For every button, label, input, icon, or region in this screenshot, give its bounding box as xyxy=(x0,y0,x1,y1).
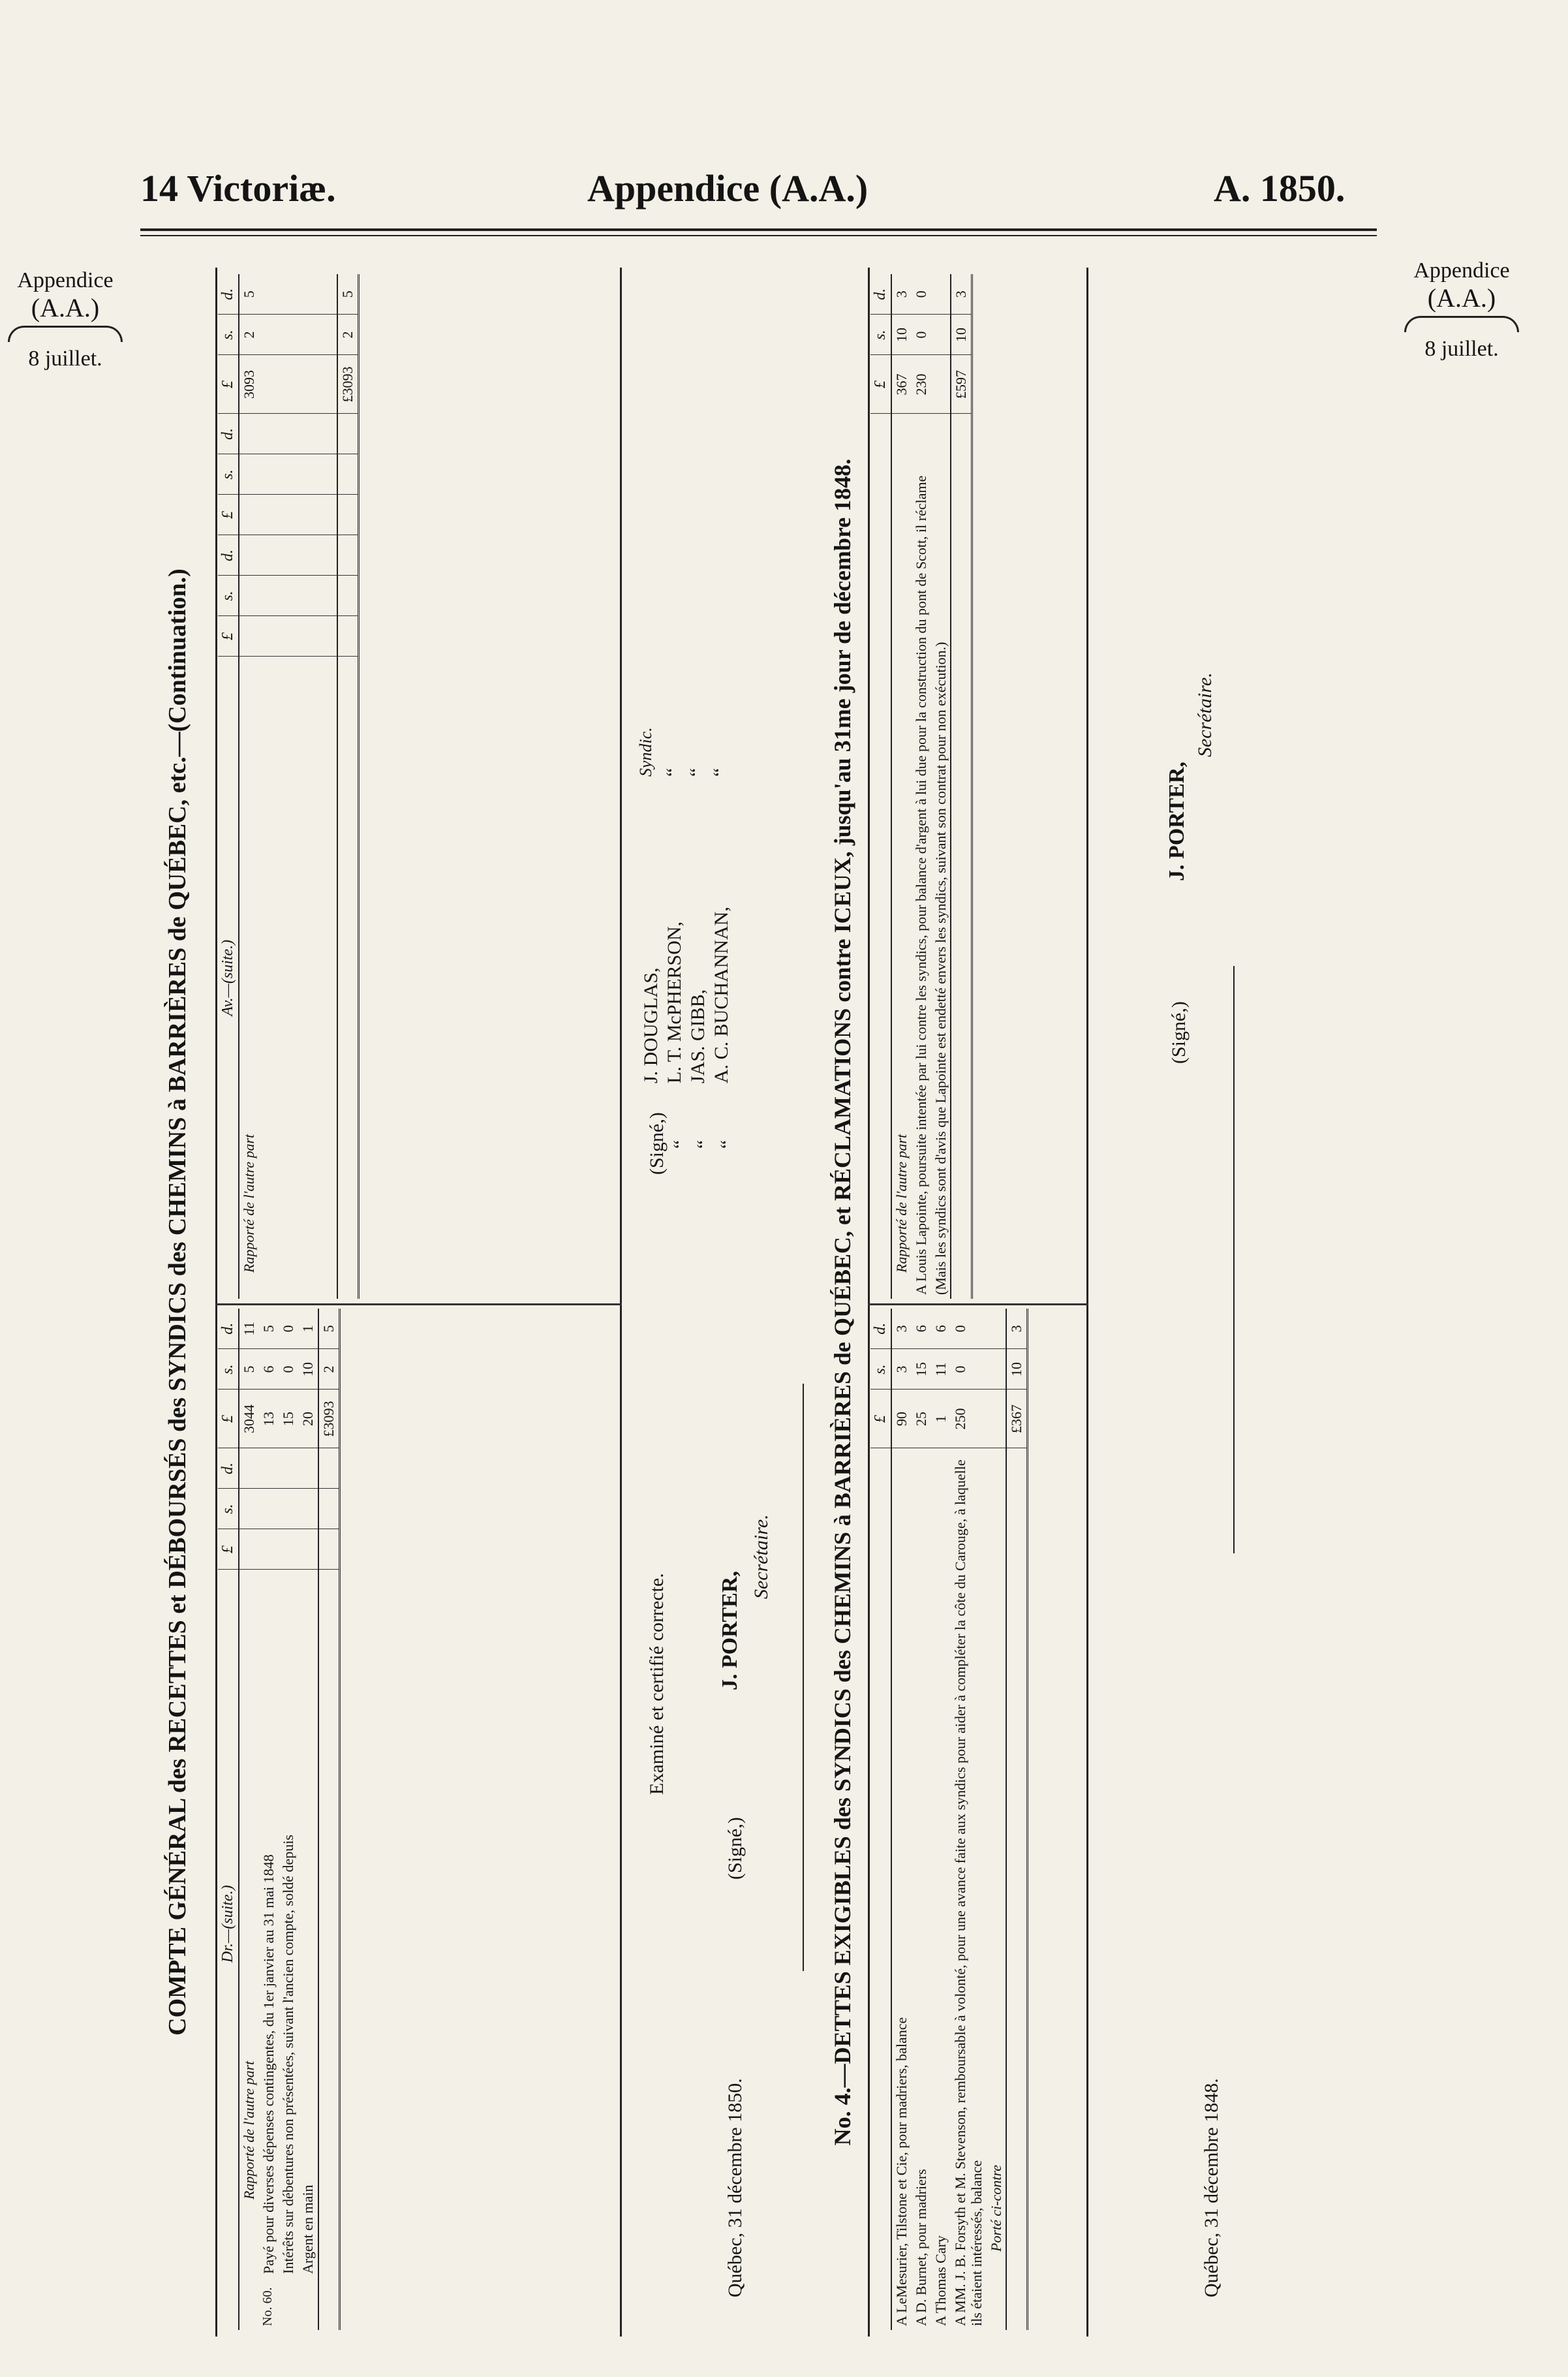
table1-bottom-rule xyxy=(620,268,622,2337)
table-row xyxy=(987,1309,1006,2330)
syndic-list xyxy=(639,907,733,1083)
amount-shillings: 0 xyxy=(279,1349,298,1390)
amount-pounds: 90 xyxy=(891,1390,912,1448)
total-pounds: £367 xyxy=(1006,1390,1028,1448)
margin-code: (A.A.) xyxy=(31,293,100,323)
header-right: A. 1850. xyxy=(1214,167,1345,210)
amount-shillings: 15 xyxy=(912,1349,931,1390)
table1-center-divider xyxy=(215,1303,622,1305)
col-pound: £ xyxy=(218,1529,239,1570)
table-row xyxy=(891,1309,912,2330)
col-pound: £ xyxy=(870,1390,891,1448)
row-number xyxy=(239,2278,259,2330)
syndic-name: A. C. BUCHANNAN, xyxy=(711,907,732,1083)
total-pence: 3 xyxy=(1006,1309,1028,1349)
col-pound: £ xyxy=(218,616,239,657)
amount-pounds: 367 xyxy=(891,355,912,414)
signature-line xyxy=(803,1384,804,1971)
debts-right-table xyxy=(870,274,973,1299)
porter-name: J. PORTER, xyxy=(1165,762,1189,881)
signature-line xyxy=(1233,966,1235,1553)
syndic-name: L. T. McPHERSON, xyxy=(664,921,685,1083)
signed-label: (Signé,) xyxy=(1168,1001,1190,1064)
amount-shillings: 11 xyxy=(931,1349,951,1390)
amount-pence: 5 xyxy=(239,274,259,315)
dr-heading: Dr.—(suite.) xyxy=(218,1570,239,2278)
amount-shillings: 5 xyxy=(239,1349,259,1390)
total-pounds: £3093 xyxy=(318,1390,340,1448)
total-pounds: £3093 xyxy=(337,355,359,414)
section2-title: No. 4.—DETTES EXIGIBLES des SYNDICS des CHEMINS à BARRIÈRES de QUÉBEC, et RÉCLAMATIONS contre ICEUX, jusqu'au 31me jour de décembre 1848. xyxy=(829,458,855,2146)
av-table xyxy=(218,274,360,1299)
debts-left-table xyxy=(870,1309,1028,2330)
table-row xyxy=(912,1309,931,2330)
table-row xyxy=(931,1309,951,2330)
col-shilling: s. xyxy=(218,1489,239,1529)
ditto-mark: “ xyxy=(686,768,707,777)
row-desc: Payé pour diverses dépenses contingentes, du 1er janvier au 31 mai 1848 xyxy=(260,1854,277,2274)
row-desc: A Thomas Cary xyxy=(932,2235,949,2326)
row-desc: A D. Burnet, pour madriers xyxy=(913,2169,929,2326)
table-row xyxy=(931,274,951,1299)
total-shillings: 10 xyxy=(951,315,972,355)
amount-pence: 0 xyxy=(951,1309,987,1349)
margin-title: Appendice xyxy=(17,268,114,292)
table1-top-rule xyxy=(215,268,217,2337)
amount-pounds: 230 xyxy=(912,355,931,414)
row-desc: Rapporté de l'autre part xyxy=(241,2060,257,2199)
table-row xyxy=(259,1309,279,2330)
margin-code: (A.A.) xyxy=(1427,283,1496,313)
table-row xyxy=(279,1309,298,2330)
ditto-mark: “ xyxy=(669,1140,691,1149)
col-pence: d. xyxy=(218,414,239,454)
header-rule-thin xyxy=(140,235,1377,236)
col-pence: d. xyxy=(218,1309,239,1349)
col-pence: d. xyxy=(218,1448,239,1489)
amount-pence: 0 xyxy=(279,1309,298,1349)
amount-pounds: 3044 xyxy=(239,1390,259,1448)
amount-shillings: 10 xyxy=(891,315,912,355)
row-desc: Porté ci-contre xyxy=(987,2165,1004,2252)
dr-table xyxy=(218,1309,341,2330)
row-number xyxy=(279,2278,298,2330)
col-pence: d. xyxy=(870,274,891,315)
secretaire-label: Secrétaire. xyxy=(1194,672,1216,757)
table2-center-divider xyxy=(868,1303,1088,1305)
row-number xyxy=(298,2278,318,2330)
table-row xyxy=(239,274,259,1299)
ditto-mark: “ xyxy=(709,768,731,777)
table-row xyxy=(891,274,912,1299)
ditto-mark: “ xyxy=(662,768,684,777)
row-desc: Rapporté de l'autre part xyxy=(893,1134,910,1273)
header-rule xyxy=(140,228,1377,231)
ditto-mark: “ xyxy=(716,1140,738,1149)
porter-name: J. PORTER, xyxy=(718,1571,742,1690)
total-shillings: 2 xyxy=(337,315,359,355)
ditto-mark: “ xyxy=(693,1140,715,1149)
secretaire-label: Secrétaire. xyxy=(750,1514,772,1599)
table2-top-rule xyxy=(868,268,870,2337)
row-desc: A Louis Lapointe, poursuite intentée par lui contre les syndics, pour balance d'argent à lui due pour la construction du pont de Scott, il réclame xyxy=(913,475,929,1295)
col-pound: £ xyxy=(218,355,239,414)
total-pounds: £597 xyxy=(951,355,972,414)
col-pence: d. xyxy=(218,274,239,315)
row-desc: Argent en main xyxy=(300,2184,316,2274)
col-pence: d. xyxy=(218,535,239,576)
margin-date: 8 juillet. xyxy=(28,347,102,371)
amount-pence: 6 xyxy=(912,1309,931,1349)
section1-title: COMPTE GÉNÉRAL des RECETTES et DÉBOURSÉS des SYNDICS des CHEMINS à BARRIÈRES de QUÉBEC, etc.—(Continuation.) xyxy=(164,568,191,2036)
col-pound: £ xyxy=(218,495,239,535)
table-row xyxy=(298,1309,318,2330)
signed-label: (Signé,) xyxy=(724,1817,746,1880)
amount-pence: 3 xyxy=(891,274,912,315)
col-shilling: s. xyxy=(870,1349,891,1390)
signed-label: (Signé,) xyxy=(646,1112,668,1175)
header-left: 14 Victoriæ. xyxy=(140,167,336,210)
amount-shillings: 0 xyxy=(951,1349,987,1390)
place-date: Québec, 31 décembre 1848. xyxy=(1201,2078,1222,2297)
total-row xyxy=(337,274,359,1299)
total-pence: 5 xyxy=(318,1309,340,1349)
amount-pence: 1 xyxy=(298,1309,318,1349)
col-shilling: s. xyxy=(218,454,239,495)
total-row xyxy=(1006,1309,1028,2330)
amount-shillings: 6 xyxy=(259,1349,279,1390)
amount-pounds: 13 xyxy=(259,1390,279,1448)
col-pound: £ xyxy=(870,355,891,414)
table-row xyxy=(951,1309,987,2330)
amount-pence: 3 xyxy=(891,1309,912,1349)
row-desc: Rapporté de l'autre part xyxy=(241,1134,257,1273)
margin-note-left xyxy=(0,268,131,371)
amount-pounds: 20 xyxy=(298,1390,318,1448)
amount-shillings: 10 xyxy=(298,1349,318,1390)
brace-icon xyxy=(8,326,123,342)
syndic-label: Syndic. xyxy=(636,727,655,777)
margin-date: 8 juillet. xyxy=(1424,337,1499,362)
amount-shillings: 2 xyxy=(239,315,259,355)
col-shilling: s. xyxy=(218,576,239,616)
syndic-name: J. DOUGLAS, xyxy=(640,967,662,1083)
amount-pounds: 250 xyxy=(951,1390,987,1448)
amount-shillings: 3 xyxy=(891,1349,912,1390)
col-shilling: s. xyxy=(870,315,891,355)
rotated-page-body xyxy=(150,268,1299,2337)
av-heading: Av.—(suite.) xyxy=(218,657,239,1299)
amount-pounds: 3093 xyxy=(239,355,259,414)
amount-pounds: 1 xyxy=(931,1390,951,1448)
certified-statement: Examiné et certifié correcte. xyxy=(646,1573,668,1795)
col-pence: d. xyxy=(870,1309,891,1349)
amount-pence: 11 xyxy=(239,1309,259,1349)
col-shilling: s. xyxy=(218,1349,239,1390)
row-desc: A LeMesurier, Tilstone et Cie, pour madriers, balance xyxy=(893,2017,910,2326)
amount-shillings: 0 xyxy=(912,315,931,355)
col-pound: £ xyxy=(218,1390,239,1448)
total-shillings: 2 xyxy=(318,1349,340,1390)
row-desc: Intérêts sur débentures non présentées, suivant l'ancien compte, soldé depuis xyxy=(280,1835,296,2274)
table2-bottom-rule xyxy=(1086,268,1088,2337)
total-pence: 3 xyxy=(951,274,972,315)
margin-title: Appendice xyxy=(1413,258,1510,283)
place-date: Québec, 31 décembre 1850. xyxy=(724,2078,746,2297)
amount-pence: 6 xyxy=(931,1309,951,1349)
total-pence: 5 xyxy=(337,274,359,315)
amount-pounds: 15 xyxy=(279,1390,298,1448)
table-row xyxy=(239,1309,259,2330)
total-shillings: 10 xyxy=(1006,1349,1028,1390)
row-number: No. 60. xyxy=(260,2287,275,2326)
brace-icon xyxy=(1404,316,1519,332)
col-shilling: s. xyxy=(218,315,239,355)
row-desc: A MM. J. B. Forsyth et M. Stevenson, remboursable à volonté, pour une avance faite aux syndics pour aider à compléter la côte du Carouge, à laquelle ils étaient intéressés, balance xyxy=(952,1459,985,2326)
margin-note-right xyxy=(1390,258,1533,362)
amount-pounds: 25 xyxy=(912,1390,931,1448)
amount-pence: 0 xyxy=(912,274,931,315)
total-row xyxy=(951,274,972,1299)
table-row xyxy=(912,274,931,1299)
total-row xyxy=(318,1309,340,2330)
row-desc: (Mais les syndics sont d'avis que Lapointe est endetté envers les syndics, suivant son contrat pour non exécution.) xyxy=(932,642,949,1295)
header-center: Appendice (A.A.) xyxy=(587,167,869,210)
syndic-name: JAS. GIBB, xyxy=(687,989,709,1083)
amount-pence: 5 xyxy=(259,1309,279,1349)
